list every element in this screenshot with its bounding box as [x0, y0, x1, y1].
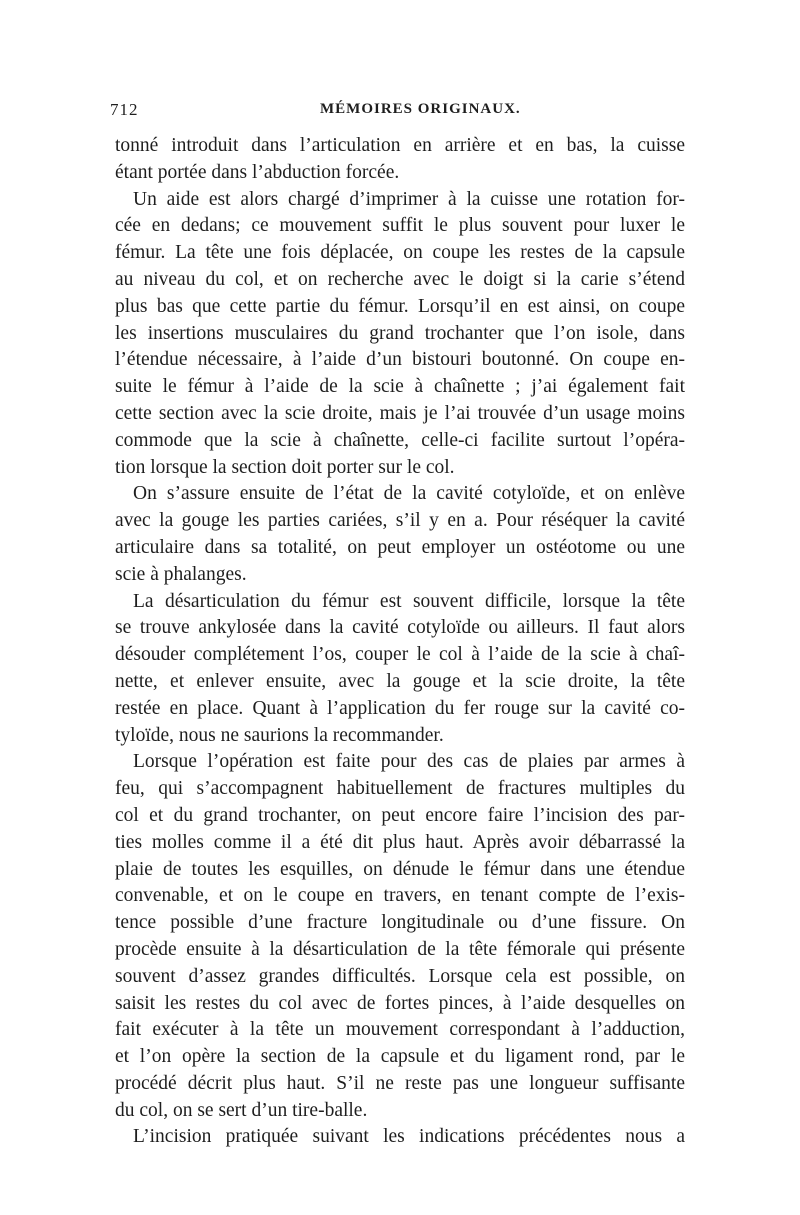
text-line: tion lorsque la section doit porter sur le col. [115, 456, 455, 478]
text-line: suite le fémur à l’aide de la scie à chaînette ; j’ai également fait [115, 376, 685, 398]
text-line: convenable, et on le coupe en travers, en tenant compte de l’exis- [115, 885, 685, 907]
text-line: ties molles comme il a été dit plus haut. Après avoir débarrassé la [115, 831, 685, 853]
text-line: scie à phalanges. [115, 563, 247, 585]
body-text [115, 133, 685, 1151]
text-line: désouder complétement l’os, couper le col à l’aide de la scie à chaî- [115, 644, 685, 666]
text-line: feu, qui s’accompagnent habituellement de fractures multiples du [115, 778, 685, 800]
text-line: fémur. La tête une fois déplacée, on coupe les restes de la capsule [115, 242, 685, 264]
running-head: MÉMOIRES ORIGINAUX. [320, 101, 521, 117]
text-line: col et du grand trochanter, on peut encore faire l’incision des par- [115, 804, 685, 826]
text-line: Un aide est alors chargé d’imprimer à la cuisse une rotation for- [133, 188, 685, 210]
text-line: tence possible d’une fracture longitudinale ou d’une fissure. On [115, 912, 685, 934]
text-line: On s’assure ensuite de l’état de la cavité cotyloïde, et on enlève [133, 483, 685, 505]
text-line: procédé décrit plus haut. S’il ne reste pas une longueur suffisante [115, 1072, 685, 1094]
page-number: 712 [110, 100, 139, 119]
text-line: se trouve ankylosée dans la cavité cotyloïde ou ailleurs. Il faut alors [115, 617, 685, 639]
text-line: du col, on se sert d’un tire-balle. [115, 1099, 368, 1121]
text-line: plus bas que cette partie du fémur. Lorsqu’il en est ainsi, on coupe [115, 295, 685, 317]
text-line: fait exécuter à la tête un mouvement correspondant à l’adduction, [115, 1019, 685, 1041]
text-line: cée en dedans; ce mouvement suffit le plus souvent pour luxer le [115, 215, 685, 237]
text-line: procède ensuite à la désarticulation de la tête fémorale qui présente [115, 938, 685, 960]
text-line: souvent d’assez grandes difficultés. Lorsque cela est possible, on [115, 965, 685, 987]
text-line: au niveau du col, et on recherche avec le doigt si la carie s’étend [115, 268, 685, 290]
text-line: Lorsque l’opération est faite pour des cas de plaies par armes à [133, 751, 685, 773]
text-line: nette, et enlever ensuite, avec la gouge et la scie droite, la tête [115, 670, 685, 692]
text-line: articulaire dans sa totalité, on peut employer un ostéotome ou une [115, 536, 685, 558]
text-line: La désarticulation du fémur est souvent difficile, lorsque la tête [133, 590, 685, 612]
text-line: les insertions musculaires du grand trochanter que l’on isole, dans [115, 322, 685, 344]
text-line: plaie de toutes les esquilles, on dénude le fémur dans une étendue [115, 858, 685, 880]
text-line: commode que la scie à chaînette, celle-ci facilite surtout l’opéra- [115, 429, 685, 451]
text-line: l’étendue nécessaire, à l’aide d’un bistouri boutonné. On coupe en- [115, 349, 685, 371]
text-line: restée en place. Quant à l’application du fer rouge sur la cavité co- [115, 697, 685, 719]
page-header [110, 100, 670, 128]
text-line: et l’on opère la section de la capsule et du ligament rond, par le [115, 1046, 685, 1068]
text-line: saisit les restes du col avec de fortes pinces, à l’aide desquelles on [115, 992, 685, 1014]
text-line: cette section avec la scie droite, mais je l’ai trouvée d’un usage moins [115, 402, 685, 424]
text-line: tyloïde, nous ne saurions la recommander. [115, 724, 444, 746]
text-line: L’incision pratiquée suivant les indications précédentes nous a [133, 1126, 685, 1148]
text-line: étant portée dans l’abduction forcée. [115, 161, 400, 183]
text-line: avec la gouge les parties cariées, s’il y en a. Pour réséquer la cavité [115, 510, 685, 532]
text-line: tonné introduit dans l’articulation en arrière et en bas, la cuisse [115, 135, 685, 156]
